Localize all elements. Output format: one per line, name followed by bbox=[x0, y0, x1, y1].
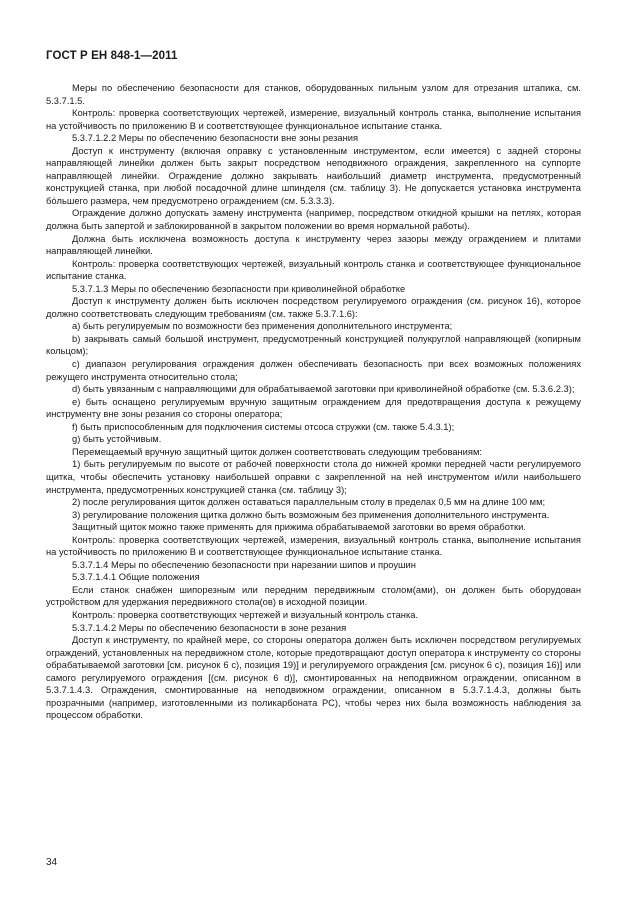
section-heading: 5.3.7.1.4 Меры по обеспечению безопасности при нарезании шипов и проушин bbox=[72, 559, 416, 570]
section-heading: 5.3.7.1.3 Меры по обеспечению безопасности при криволинейной обработке bbox=[72, 283, 406, 294]
paragraph: Контроль: проверка соответствующих чертежей, визуальный контроль станка и соответствующее функциональное испытание станка. bbox=[46, 258, 581, 282]
list-item: b) закрывать самый большой инструмент, предусмотренный конструкцией полукруглой направляющей (копирным кольцом); bbox=[46, 333, 581, 357]
section-heading: 5.3.7.1.2.2 Меры по обеспечению безопасности вне зоны резания bbox=[72, 133, 359, 144]
list-item: g) быть устойчивым. bbox=[72, 434, 162, 445]
paragraph: Доступ к инструменту должен быть исключен посредством регулируемого ограждения (см. рисунок 16), которое должно соответствовать следующим требованиям (см. также 5.3.7.1.6): bbox=[46, 296, 581, 319]
paragraph: Если станок снабжен шипорезным или передним передвижным столом(ами), он должен быть оборудован устройством для удержания передвижного стола(ов) в исходной позиции. bbox=[46, 584, 581, 608]
paragraph: Доступ к инструменту (включая оправку с установленным инструментом, если имеется) с задней стороны направляющей линейки должен быть закрыт посредством неподвижного ограждения, закрепленного на суппорте направляющей линейки. Ограждение должно закрывать наибольший диаметр инструмента, предусмотренный конструкцией станка, при любой посадочной длине шпинделя (см. таблицу 3). Не допускается установка инструмента бóльшего размера, чем предусмотрено ограждением (см. 5.3.3.3). bbox=[46, 145, 581, 206]
section-heading: 5.3.7.1.4.2 Меры по обеспечению безопасности в зоне резания bbox=[72, 622, 347, 633]
list-item: 3) регулирование положения щитка должно быть возможным без применения дополнительного инструмента. bbox=[72, 509, 550, 520]
paragraph: Перемещаемый вручную защитный щиток должен соответствовать следующим требованиям: bbox=[72, 446, 482, 457]
list-item: d) быть увязанным с направляющими для обрабатываемой заготовки при криволинейной обработке (см. 5.3.6.2.3); bbox=[72, 384, 575, 395]
list-item: а) быть регулируемым по возможности без применения дополнительного инструмента; bbox=[72, 321, 453, 332]
list-item: f) быть приспособленным для подключения системы отсоса стружки (см. также 5.4.3.1); bbox=[72, 421, 455, 432]
standard-title: ГОСТ Р ЕН 848-1—2011 bbox=[46, 50, 178, 62]
paragraph: Контроль: проверка соответствующих чертежей, измерение, визуальный контроль станка, выполнение испытания на устойчивость по приложению В и соответствующее функциональное испытание станка. bbox=[46, 108, 581, 131]
document-body bbox=[46, 82, 581, 722]
paragraph: Защитный щиток можно также применять для прижима обрабатываемой заготовки во время обработки. bbox=[72, 522, 526, 533]
list-item: 2) после регулирования щиток должен оставаться параллельным столу в пределах 0,5 мм на длине 100 мм; bbox=[72, 497, 546, 508]
page-number: 34 bbox=[46, 857, 58, 868]
section-heading: 5.3.7.1.4.1 Общие положения bbox=[72, 572, 200, 583]
paragraph: Доступ к инструменту, по крайней мере, со стороны оператора должен быть исключен посредством регулируемых ограждений, установленных на передвижном столе, которые предотвращают доступ оператора к инструменту со стороны обрабатываемой заготовки [см. рисунок 6 с), позиция 19)] и регулируемого ограждения [см. рисунок 6 с), позиция 16)] или самого регулируемого ограждения [(см. рисунок 6 d)], смонтированных на неподвижном ограждении, описанном в 5.3.7.1.4.3. Ограждения, смонтированные на неподвижном ограждении, описанном в 5.3.7.1.4.3, должны быть прозрачными (например, изготовленными из поликарбоната РС), чтобы через них была возможность наблюдения за процессом обработки. bbox=[46, 635, 581, 721]
paragraph: Меры по обеспечению безопасности для станков, оборудованных пильным узлом для отрезания штапика, см. 5.3.7.1.5. bbox=[46, 83, 581, 106]
paragraph: Ограждение должно допускать замену инструмента (например, посредством откидной крышки на петлях, которая должна быть запертой и заблокированной в закрытом положении во время нормальной работы). bbox=[46, 208, 581, 232]
paragraph: Контроль: проверка соответствующих чертежей, измерения, визуальный контроль станка, выполнение испытания на устойчивость по приложению В и соответствующее функциональное испытание станка. bbox=[46, 534, 581, 558]
list-item: е) быть оснащено регулируемым вручную защитным ограждением для предотвращения доступа к режущему инструменту вне зоны резания со стороны оператора; bbox=[46, 396, 581, 420]
list-item: 1) быть регулируемым по высоте от рабочей поверхности стола до нижней кромки передней части регулируемого щитка, чтобы обеспечить установку наибольшей оправки с закрепленной на ней инструментом и/или наибольшего инструмента, предусмотренных конструкцией станка (см. таблицу 3); bbox=[46, 459, 581, 495]
list-item: с) диапазон регулирования ограждения должен обеспечивать безопасность при всех возможных положениях режущего инструмента относительно стола; bbox=[46, 359, 581, 382]
paragraph: Должна быть исключена возможность доступа к инструменту через зазоры между ограждением и плитами направляющей линейки. bbox=[46, 233, 581, 257]
paragraph: Контроль: проверка соответствующих чертежей и визуальный контроль станка. bbox=[72, 609, 419, 620]
